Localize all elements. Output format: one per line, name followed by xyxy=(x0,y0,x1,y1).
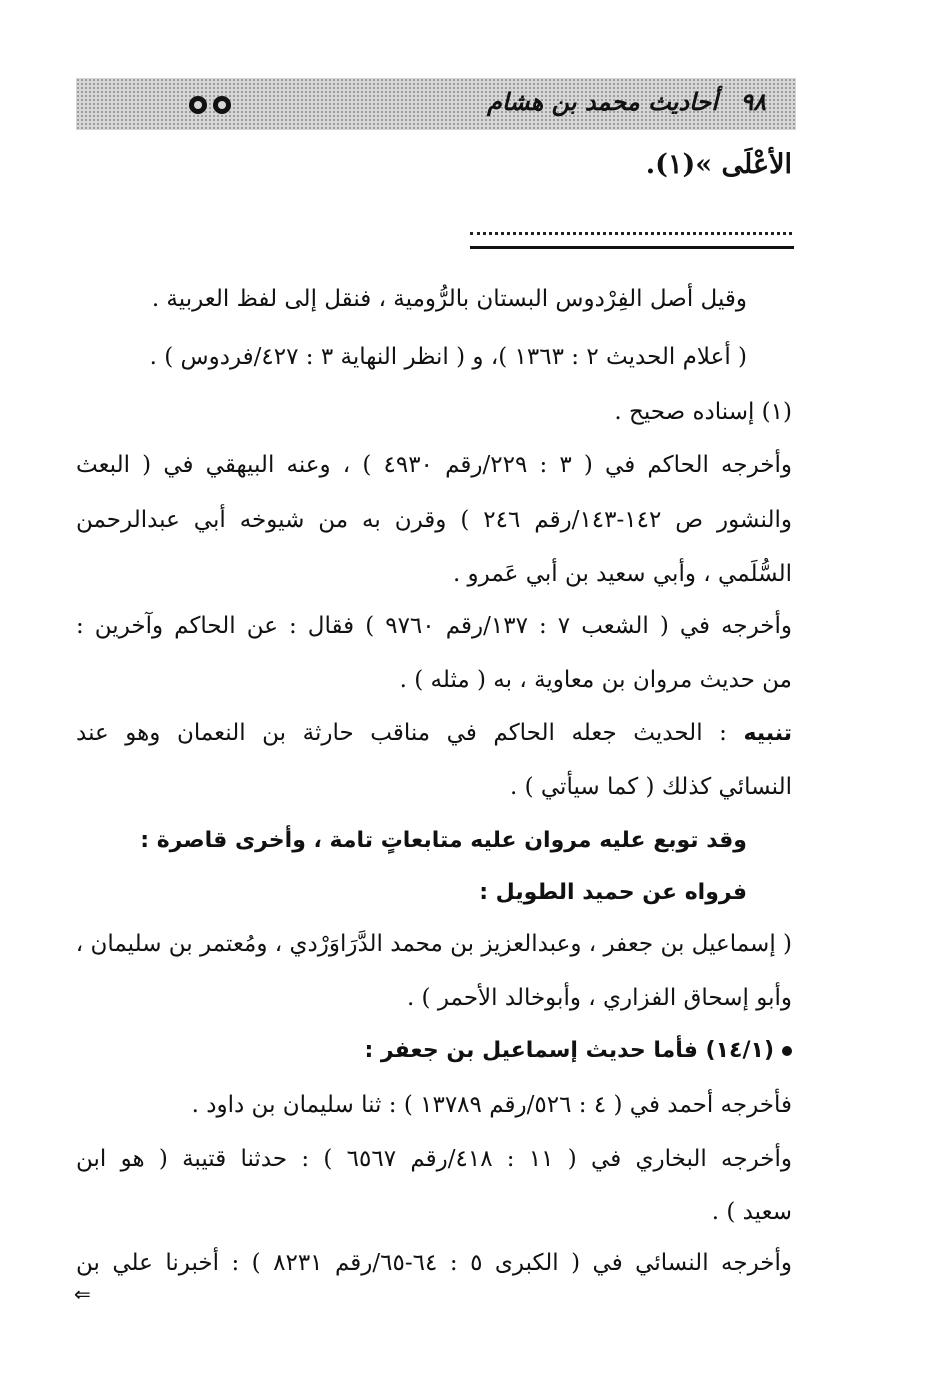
page-number: ٩٨ xyxy=(740,88,766,116)
footnote-line: فأخرجه أحمد في ( ٤ : ٥٢٦/رقم ١٣٧٨٩ ) : ثنا سليمان بن داود . xyxy=(191,1092,792,1118)
footnote-line: وأخرجه الحاكم في ( ٣ : ٢٢٩/رقم ٤٩٣٠ ) ، وعنه البيهقي في ( البعث xyxy=(76,452,792,478)
footnote-rule xyxy=(470,246,794,249)
notice-text: : الحديث جعله الحاكم في مناقب حارثة بن النعمان وهو عند xyxy=(76,720,727,746)
footnote-line: سعيد ) . xyxy=(711,1199,792,1225)
footnote-line: وأبو إسحاق الفزاري ، وأبوخالد الأحمر ) . xyxy=(406,985,792,1011)
footnote-line: ( إسماعيل بن جعفر ، وعبدالعزيز بن محمد الدَّرَاوَرْدي ، ومُعتمر بن سليمان ، xyxy=(75,931,792,957)
header-title xyxy=(487,88,766,116)
footnote-line: ( أعلام الحديث ٢ : ١٣٦٣ )، و ( انظر النهاية ٣ : ٤٢٧/فردوس ) . xyxy=(149,344,747,370)
running-header xyxy=(76,78,796,130)
footnote-line: من حديث مروان بن معاوية ، به ( مثله ) . xyxy=(399,667,792,693)
footnote-line-notice xyxy=(76,716,792,751)
footnote-line: وأخرجه النسائي في ( الكبرى ٥ : ٦٤-٦٥/رقم ٨٢٣١ ) : أخبرنا علي بن xyxy=(76,1250,793,1276)
section-heading: فرواه عن حميد الطويل : xyxy=(479,880,747,905)
section-heading: وقد توبع عليه مروان عليه متابعاتٍ تامة ، وأخرى قاصرة : xyxy=(140,828,747,853)
ornament-icon xyxy=(186,94,238,116)
notice-label: تنبيه xyxy=(743,721,792,746)
main-text-ending: الأعْلَى »(١). xyxy=(645,149,792,180)
footnote-line: وأخرجه في ( الشعب ٧ : ١٣٧/رقم ٩٧٦٠ ) فقال : عن الحاكم وآخرين : xyxy=(76,613,793,639)
footnote-line: وأخرجه البخاري في ( ١١ : ٤١٨/رقم ٦٥٦٧ ) : حدثنا قتيبة ( هو ابن xyxy=(76,1146,792,1172)
footnote-line: السُّلَمي ، وأبي سعيد بن أبي عَمرو . xyxy=(452,561,792,587)
book-title: أحاديث محمد بن هشام xyxy=(487,88,718,116)
subsection-heading xyxy=(364,1034,792,1068)
dotted-separator xyxy=(470,222,792,235)
bullet-icon xyxy=(782,1046,792,1056)
footnote-line: والنشور ص ١٤٢-١٤٣/رقم ٢٤٦ ) وقرن به من شيوخه أبي عبدالرحمن xyxy=(76,507,792,533)
subsection-title: (١٤/١) فأما حديث إسماعيل بن جعفر : xyxy=(364,1038,774,1063)
footnote-line: (١) إسناده صحيح . xyxy=(614,399,792,425)
footnote-line: النسائي كذلك ( كما سيأتي ) . xyxy=(509,774,792,800)
continue-arrow-icon: ⇐ xyxy=(74,1282,91,1306)
footnote-line: وقيل أصل الفِرْدوس البستان بالرُّومية ، فنقل إلى لفظ العربية . xyxy=(151,286,747,312)
